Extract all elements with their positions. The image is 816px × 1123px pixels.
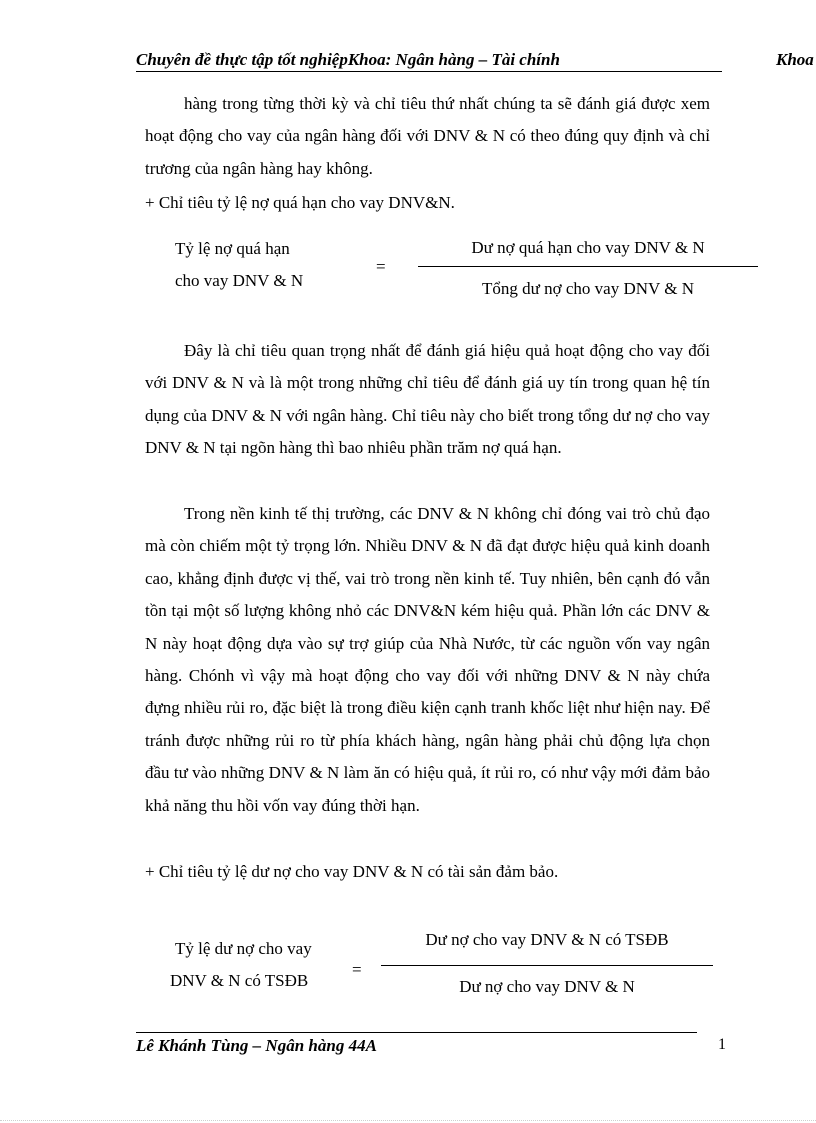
footer-author: Lê Khánh Tùng – Ngân hàng 44A: [136, 1036, 377, 1055]
page-bottom-dotted-edge: [0, 1120, 816, 1121]
formula-2-fraction-bar: [381, 965, 713, 966]
formula-2-numerator: Dư nợ cho vay DNV & N có TSĐB: [425, 930, 669, 949]
formula-1-label-line-1: Tỷ lệ nợ quá hạn: [175, 239, 290, 258]
formula-2-equals: =: [352, 960, 362, 979]
header-title: Chuyên đề thực tập tốt nghiệpKhoa: Ngân hàng – Tài chính: [136, 50, 560, 69]
formula-2-label-line-1: Tỷ lệ dư nợ cho vay: [175, 939, 312, 958]
formula-1-label-line-2: cho vay DNV & N: [175, 271, 304, 290]
paragraph-3: Trong nền kinh tế thị trường, các DNV & N không chỉ đóng vai trò chủ đạo mà còn chiếm một tỷ trọng lớn. Nhiều DNV & N đã đạt được hiệu quả kinh doanh cao, khẳng định được vị thế, vai trò trong nền kinh tế. Tuy nhiên, bên cạnh đó vẫn tồn tại một số lượng không nhỏ các DNV&N kém hiệu quả. Phần lớn các DNV & N này hoạt động dựa vào sự trợ giúp của Nhà Nước, từ các nguồn vốn vay ngân hàng. Chónh vì vậy mà hoạt động cho vay đối với những DNV & N này chứa đựng nhiều rủi ro, đặc biệt là trong điều kiện cạnh tranh khốc liệt như hiện nay. Để tránh được những rủi ro từ phía khách hàng, ngân hàng phải chủ động lựa chọn đầu tư vào những DNV & N làm ăn có hiệu quả, ít rủi ro, có như vậy mới đảm bảo khả năng thu hồi vốn vay đúng thời hạn.: [145, 504, 710, 815]
paragraph-1: hàng trong từng thời kỳ và chỉ tiêu thứ nhất chúng ta sẽ đánh giá được xem hoạt động cho vay của ngân hàng đối với DNV & N có theo đúng quy định và chỉ trương của ngân hàng hay không.: [145, 94, 710, 178]
page-number: 1: [718, 1036, 726, 1053]
formula-1-fraction-bar: [418, 266, 758, 267]
formula-1-numerator: Dư nợ quá hạn cho vay DNV & N: [471, 238, 705, 257]
formula-1-equals: =: [376, 257, 386, 276]
list-item-2: + Chỉ tiêu tỷ lệ dư nợ cho vay DNV & N có tài sản đảm bảo.: [145, 862, 559, 881]
formula-2-label-line-2: DNV & N có TSĐB: [170, 971, 309, 990]
footer-rule: [136, 1032, 697, 1033]
formula-2-denominator: Dư nợ cho vay DNV & N: [459, 977, 635, 996]
formula-1-denominator: Tổng dư nợ cho vay DNV & N: [482, 279, 694, 298]
list-item-1: + Chỉ tiêu tỷ lệ nợ quá hạn cho vay DNV&N.: [145, 193, 455, 212]
paragraph-2: Đây là chỉ tiêu quan trọng nhất để đánh giá hiệu quả hoạt động cho vay đối với DNV & N và là một trong những chỉ tiêu để đánh giá uy tín trong quan hệ tín dụng của DNV & N với ngân hàng. Chỉ tiêu này cho biết trong tổng dư nợ cho vay DNV & N tại ngõn hàng thì bao nhiêu phần trăm nợ quá hạn.: [145, 341, 710, 458]
header-rule: [136, 71, 722, 72]
header-right-cut: Khoa: [776, 50, 814, 69]
